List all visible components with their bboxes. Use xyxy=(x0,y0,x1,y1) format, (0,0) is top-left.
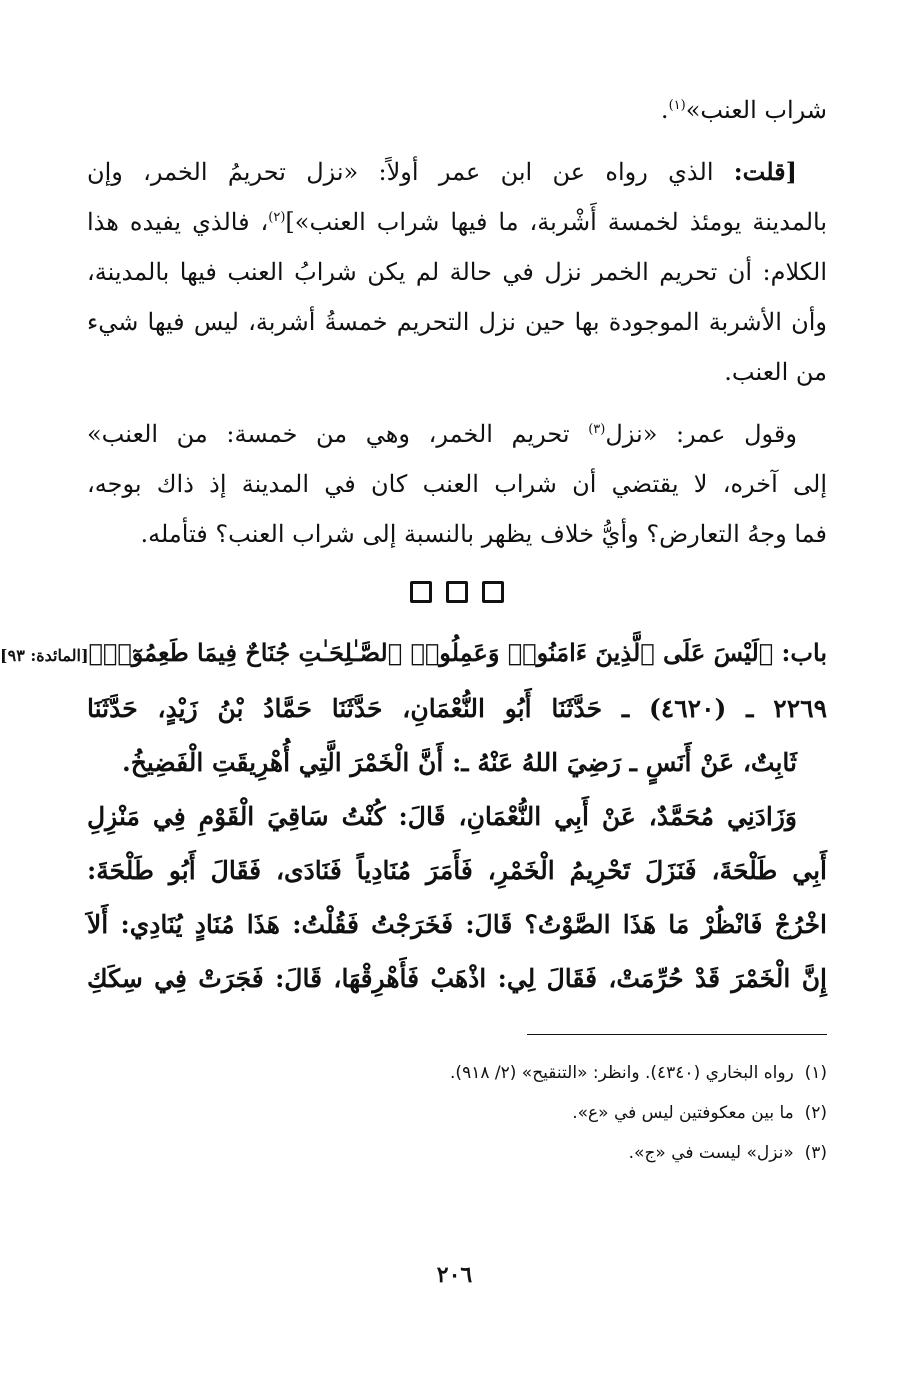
text-line: وأن الأشربة الموجودة بها حين نزل التحريم خمسةُ أشربة، ليس فيها شيء xyxy=(87,308,827,336)
qultu-label: [قلت: xyxy=(733,157,797,186)
text-line: من العنب. xyxy=(724,358,827,386)
paragraph-1 xyxy=(87,85,827,135)
footnote-item: (١) رواه البخاري (٤٣٤٠). وانظر: «التنقيح» (٢/ ٩١٨). xyxy=(450,1063,827,1083)
footnote-item: (٢) ما بين معكوفتين ليس في «ع». xyxy=(572,1103,827,1123)
chapter-label: باب: xyxy=(781,638,827,667)
verse-reference: [المائدة: ٩٣] xyxy=(0,646,89,665)
footnote-item: (٣) «نزل» ليست في «ج». xyxy=(628,1143,827,1163)
footnote-divider xyxy=(527,1034,827,1035)
text-line: شراب العنب»$^{(١)}$. xyxy=(660,96,827,124)
hadith-line: ثَابِتٌ، عَنْ أَنَسٍ ـ رَضِيَ اللهُ عَنْهُ ـ: أَنَّ الْخَمْرَ الَّتِي أُهْرِيقَتِ الْفَضِيخُ. xyxy=(122,748,797,777)
footnote-ref-2[interactable]: (٢) xyxy=(268,210,286,225)
separator-square-icon xyxy=(482,581,504,603)
page-number: ٢٠٦ xyxy=(436,1262,473,1288)
text-line: فما وجهُ التعارض؟ وأيُّ خلاف يظهر بالنسبة إلى شراب العنب؟ فتأمله. xyxy=(140,520,827,548)
hadith-line: ٢٢٦٩ ـ (٤٦٢٠) ـ حَدَّثَنَا أَبُو النُّعْمَانِ، حَدَّثَنَا حَمَّادُ بْنُ زَيْدٍ، حَدَّثَنَا xyxy=(87,694,827,723)
text-line: بالمدينة يومئذ لخمسة أَشْربة، ما فيها شراب العنب»]$^{(٢)}$، فالذي يفيده هذا xyxy=(87,208,827,236)
chapter-heading xyxy=(0,627,827,682)
hadith-line: إِنَّ الْخَمْرَ قَدْ حُرِّمَتْ، فَقَالَ لِي: اذْهَبْ فَأَهْرِقْهَا، قَالَ: فَجَرَتْ فِي سِكَكِ xyxy=(87,964,827,993)
hadith-line: وَزَادَنِي مُحَمَّدٌ، عَنْ أَبِي النُّعْمَانِ، قَالَ: كُنْتُ سَاقِيَ الْقَوْمِ فِي مَنْزِلِ xyxy=(87,802,797,831)
separator-square-icon xyxy=(410,581,432,603)
separator-square-icon xyxy=(446,581,468,603)
footnote-ref-3[interactable]: (٣) xyxy=(588,422,606,437)
hadith-line: أَبِي طَلْحَةَ، فَنَزَلَ تَحْرِيمُ الْخَمْرِ، فَأَمَرَ مُنَادِياً فَنَادَى، فَقَالَ أَبُو طَلْحَةَ: xyxy=(87,856,827,885)
quran-verse: ﴿لَيْسَ عَلَى ٱلَّذِينَ ءَامَنُوا۟ وَعَمِلُوا۟ ٱلصَّـٰلِحَـٰتِ جُنَاحٌ فِيمَا طَعِمُوٓا۟﴾ xyxy=(88,638,782,667)
footnotes xyxy=(87,1053,827,1173)
hadith-text xyxy=(87,682,827,1006)
text-line: إلى آخره، لا يقتضي أن شراب العنب كان في المدينة إذ ذاك بوجه، xyxy=(87,470,827,498)
footnote-ref-1[interactable]: (١) xyxy=(668,98,686,113)
paragraph-3 xyxy=(87,409,827,559)
text-line: الكلام: أن تحريم الخمر نزل في حالة لم يكن شرابُ العنب فيها بالمدينة، xyxy=(87,258,827,286)
section-separator xyxy=(87,581,827,603)
text-line: وقول عمر: «نزل$^{(٣)}$ تحريم الخمر، وهي من خمسة: من العنب» xyxy=(87,420,797,448)
paragraph-2 xyxy=(87,147,827,397)
text-line: [قلت: الذي رواه عن ابن عمر أولاً: «نزل تحريمُ الخمر، وإن xyxy=(87,157,797,186)
page-body xyxy=(0,85,827,1173)
hadith-line: اخْرُجْ فَانْظُرْ مَا هَذَا الصَّوْتُ؟ قَالَ: فَخَرَجْتُ فَقُلْتُ: هَذَا مُنَادٍ يُنَادِي: أَلاَ xyxy=(87,910,827,939)
